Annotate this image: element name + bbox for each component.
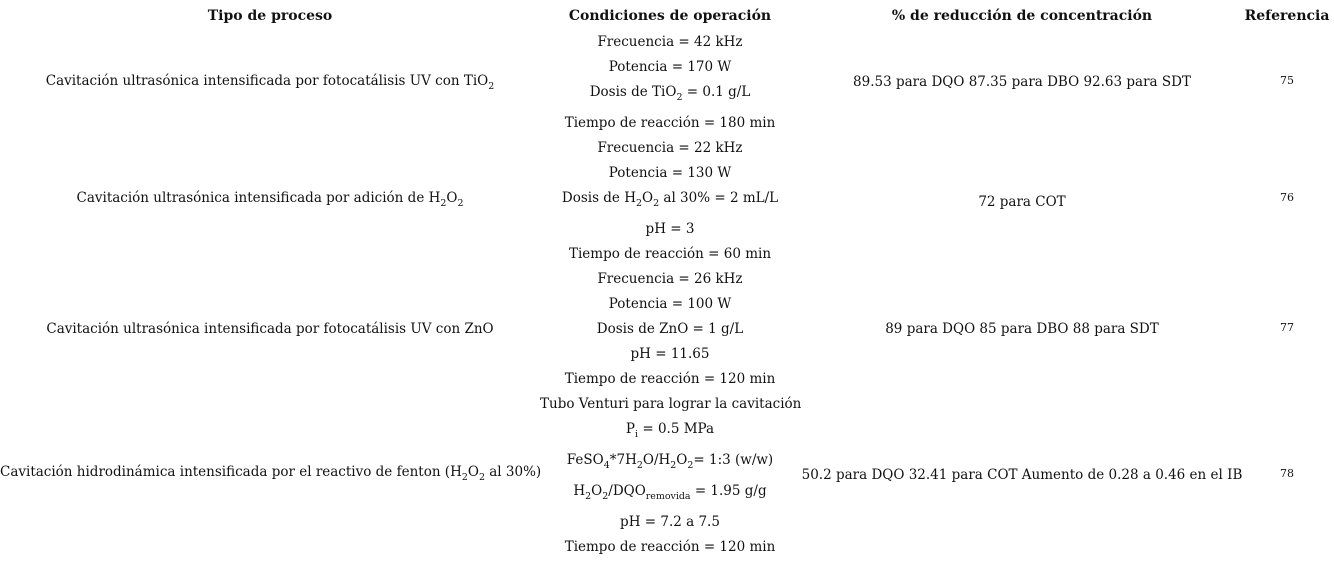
cell-condicion: pH = 3 [645,221,695,237]
cell-condicion: Dosis de $H_2O_2$ al 30% = 2 mL/L [561,190,779,209]
cell-reduccion: 89 para DQO 85 para DBO 88 para SDT [885,321,1159,337]
cell-condicion: Potencia = 100 W [608,296,732,312]
cell-referencia: 77 [1280,321,1294,334]
cell-condicion: Potencia = 170 W [608,59,732,75]
cell-condicion: Frecuencia = 42 kHz [597,34,743,50]
cell-condicion: $P_i = 0.5$ MPa [625,421,715,440]
cell-condicion: pH = 7.2 a 7.5 [620,514,720,530]
cell-condicion: Tiempo de reacción = 60 min [568,246,772,262]
cell-referencia: 75 [1280,74,1294,87]
cell-condicion: Dosis de TiO$_2$ = 0.1 g/L [589,84,751,103]
cell-condicion: Tubo Venturi para lograr la cavitación [540,396,802,412]
cell-tipo-de-proceso: Cavitación hidrodinámica intensificada por el reactivo de fenton ($H_2O_2$ al 30%) [0,464,542,483]
cell-referencia: 76 [1280,191,1294,204]
cell-tipo-de-proceso: Cavitación ultrasónica intensificada por adición de $H_2O_2$ [76,190,464,209]
cell-condicion: Tiempo de reacción = 120 min [564,371,776,387]
cell-reduccion: 89.53 para DQO 87.35 para DBO 92.63 para SDT [853,74,1191,90]
cell-condicion: Tiempo de reacción = 180 min [564,115,776,131]
cell-condicion: Frecuencia = 22 kHz [597,140,743,156]
cell-tipo-de-proceso: Cavitación ultrasónica intensificada por fotocatálisis UV con TiO$_2$ [45,73,495,92]
header-referencia: Referencia [1244,8,1330,24]
cell-referencia: 78 [1280,467,1294,480]
header-condiciones: Condiciones de operación [568,8,772,24]
cell-tipo-de-proceso: Cavitación ultrasónica intensificada por fotocatálisis UV con ZnO [46,321,494,337]
cell-condicion: $H_2O_2/DQO_{removida} = 1.95$ g/g [573,483,767,502]
cell-condicion: Potencia = 130 W [608,165,732,181]
cell-condicion: pH = 11.65 [630,346,710,362]
header-reduccion: % de reducción de concentración [891,8,1153,24]
cell-reduccion: 72 para COT [978,194,1066,210]
cell-condicion: Frecuencia = 26 kHz [597,271,743,287]
cell-condicion: Dosis de ZnO = 1 g/L [596,321,744,337]
header-tipo-de-proceso: Tipo de proceso [207,8,333,24]
cell-condicion: $FeSO_4*7H_2O/H_2O_2=$ 1:3 (w/w) [566,452,774,471]
cell-condicion: Tiempo de reacción = 120 min [564,539,776,555]
cell-reduccion: 50.2 para DQO 32.41 para COT Aumento de 0.28 a 0.46 en el IB [801,467,1243,483]
